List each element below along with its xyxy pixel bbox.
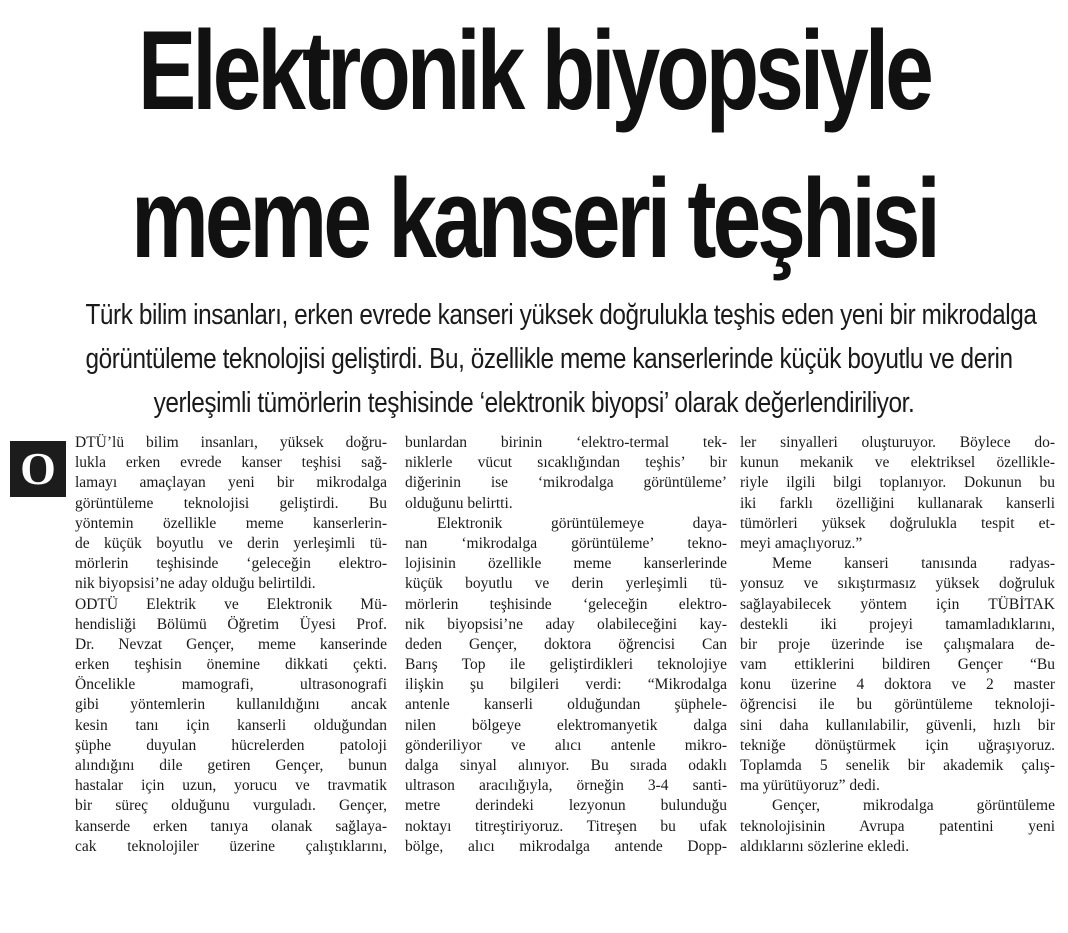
text-line: aldıklarını sözlerine ekledi. bbox=[740, 837, 910, 855]
text-line: diğerinin ise ‘mikrodalga görüntüleme’ bbox=[405, 474, 727, 492]
text-line: kanserde erken tanıya olanak sağlaya- bbox=[75, 817, 387, 835]
article-column-3 bbox=[740, 433, 1055, 857]
text-line: kunun mekanik ve elektriksel özellikle- bbox=[740, 454, 1055, 472]
text-line: tekniğe dönüştürmek için uğraşıyoruz. bbox=[740, 736, 1055, 754]
text-line: cak teknolojiler üzerine çalıştıklarını, bbox=[75, 837, 387, 855]
text-line: teknolojisinin Avrupa patentini yeni bbox=[740, 817, 1055, 835]
text-line: metre derindeki lezyonun bulunduğu bbox=[405, 797, 727, 815]
text-line: deden Gençer, doktora öğrencisi Can bbox=[405, 635, 727, 653]
text-line: vam ettiklerini bildiren Gençer “Bu bbox=[740, 656, 1055, 674]
text-line: ilişkin şu bilgileri verdi: “Mikrodalga bbox=[405, 676, 727, 694]
text-line: lamayı amaçlayan yeni bir mikrodalga bbox=[75, 474, 387, 492]
text-line: Elektronik görüntülemeye daya- bbox=[437, 514, 727, 532]
text-line: bir proje üzerinde ise çalışmalara de- bbox=[740, 635, 1055, 653]
text-line: destekli iki projeyi tamamladıklarını, bbox=[740, 615, 1055, 633]
text-line: konu üzerine 4 doktora ve 2 master bbox=[740, 676, 1055, 694]
text-line: mörlerin teşhisinde ‘geleceğin elektro- bbox=[405, 595, 727, 613]
deck-line: yerleşimli tümörlerin teşhisinde ‘elektronik biyopsi’ olarak değerlendiriliyor. bbox=[153, 387, 915, 419]
drop-cap: O bbox=[10, 441, 66, 497]
text-line: mörlerin teşhisinde ‘geleceğin elektro- bbox=[75, 555, 387, 573]
text-line: gibi yöntemlerin kullanıldığını ancak bbox=[75, 696, 387, 714]
text-line: alındığını dile getiren Gençer, bunun bbox=[75, 757, 387, 774]
text-line: Toplamda 5 senelik bir akademik çalış- bbox=[740, 757, 1055, 774]
headline-line-2: meme kanseri teşhisi bbox=[131, 156, 937, 281]
deck-line: Türk bilim insanları, erken evrede kanseri yüksek doğrulukla teşhis eden yeni bir mikrodalga bbox=[85, 299, 1037, 331]
text-line: Barış Top ile geliştirdikleri teknolojiye bbox=[405, 656, 727, 674]
text-line: yonsuz ve sıkıştırmasız yüksek doğruluk bbox=[740, 575, 1055, 593]
text-line: nilen bölgeye elektromanyetik dalga bbox=[405, 716, 727, 734]
text-line: Dr. Nevzat Gençer, meme kanserinde bbox=[75, 635, 387, 653]
text-line: lojisinin özellikle meme kanserlerinde bbox=[405, 555, 727, 573]
text-line: iki farklı özelliğini kullanarak kanserli bbox=[740, 494, 1055, 512]
text-line: dalga sinyal alınıyor. Bu sırada odaklı bbox=[405, 757, 727, 774]
text-line: bunlardan birinin ‘elektro-termal tek- bbox=[405, 434, 727, 451]
text-line: tümörleri yüksek doğrulukla tespit et- bbox=[740, 514, 1055, 532]
text-line: Meme kanseri tanısında radyas- bbox=[772, 555, 1055, 573]
headline-line-1: Elektronik biyopsiyle bbox=[137, 8, 930, 133]
text-line: lukla erken evrede kanser teşhisi sağ- bbox=[75, 454, 387, 472]
text-line: meyi amaçlıyoruz.” bbox=[740, 534, 863, 552]
text-line: sağlayabilecek yöntem için TÜBİTAK bbox=[740, 595, 1055, 613]
text-line: şüphe duyulan hücrelerden patoloji bbox=[75, 736, 387, 754]
text-line: nik biyopsisi’ne aday olduğu belirtildi. bbox=[75, 575, 316, 593]
text-line: noktayı titreştiriyoruz. Titreşen bu ufak bbox=[405, 817, 727, 835]
article-body bbox=[0, 433, 1068, 933]
text-line: yöntemin özellikle meme kanserlerin- bbox=[75, 514, 387, 532]
article-column-2 bbox=[405, 433, 727, 857]
article-column-1 bbox=[10, 433, 387, 857]
text-line: niklerle vücut sıcaklığından teşhis’ bir bbox=[405, 454, 727, 472]
text-line: gönderiliyor ve alıcı antenle mikro- bbox=[405, 736, 727, 754]
text-line: öğrencisi ile bu görüntüleme teknoloji- bbox=[740, 696, 1055, 714]
text-line: antenle kanserli olduğundan şüphele- bbox=[405, 696, 727, 714]
text-line: ODTÜ Elektrik ve Elektronik Mü- bbox=[75, 595, 387, 613]
text-line: olduğunu belirtti. bbox=[405, 494, 513, 512]
text-line: DTÜ’lü bilim insanları, yüksek doğru- bbox=[75, 434, 387, 451]
text-line: hendisliği Bölümü Öğretim Üyesi Prof. bbox=[75, 615, 387, 633]
text-line: erken teşhisin önemine dikkati çekti. bbox=[75, 656, 387, 674]
text-line: nan ‘mikrodalga görüntüleme’ tekno- bbox=[405, 534, 727, 552]
text-line: riyle ilgili bilgi toplanıyor. Dokunun bu bbox=[740, 474, 1055, 492]
text-line: küçük boyutlu ve derin yerleşimli tü- bbox=[405, 575, 727, 593]
text-line: ler sinyalleri oluşturuyor. Böylece do- bbox=[740, 434, 1055, 451]
text-line: hastalar için uzun, yorucu ve travmatik bbox=[75, 777, 387, 795]
deck-subheadline bbox=[0, 293, 1068, 425]
text-line: görüntüleme teknolojisi geliştirdi. Bu bbox=[75, 494, 387, 512]
text-line: Gençer, mikrodalga görüntüleme bbox=[772, 797, 1055, 815]
text-line: bir süreç olduğunu vurguladı. Gençer, bbox=[75, 797, 387, 815]
deck-line: görüntüleme teknolojisi geliştirdi. Bu, özellikle meme kanserlerinde küçük boyutlu ve derin bbox=[85, 343, 1013, 375]
text-line: nik biyopsisi’ne aday olabileceğini kay- bbox=[405, 615, 727, 633]
text-line: sini daha kullanılabilir, güvenli, hızlı bir bbox=[740, 716, 1055, 734]
text-line: de küçük boyutlu ve derin yerleşimli tü- bbox=[75, 534, 387, 552]
text-line: ma yürütüyoruz” dedi. bbox=[740, 777, 880, 795]
text-line: kesin tanı için kanserli olduğundan bbox=[75, 716, 387, 734]
text-line: Öncelikle mamografi, ultrasonografi bbox=[75, 676, 387, 694]
text-line: bölge, alıcı mikrodalga antende Dopp- bbox=[405, 837, 727, 855]
text-line: ultrason aracılığıyla, örneğin 3-4 santi- bbox=[405, 777, 727, 795]
